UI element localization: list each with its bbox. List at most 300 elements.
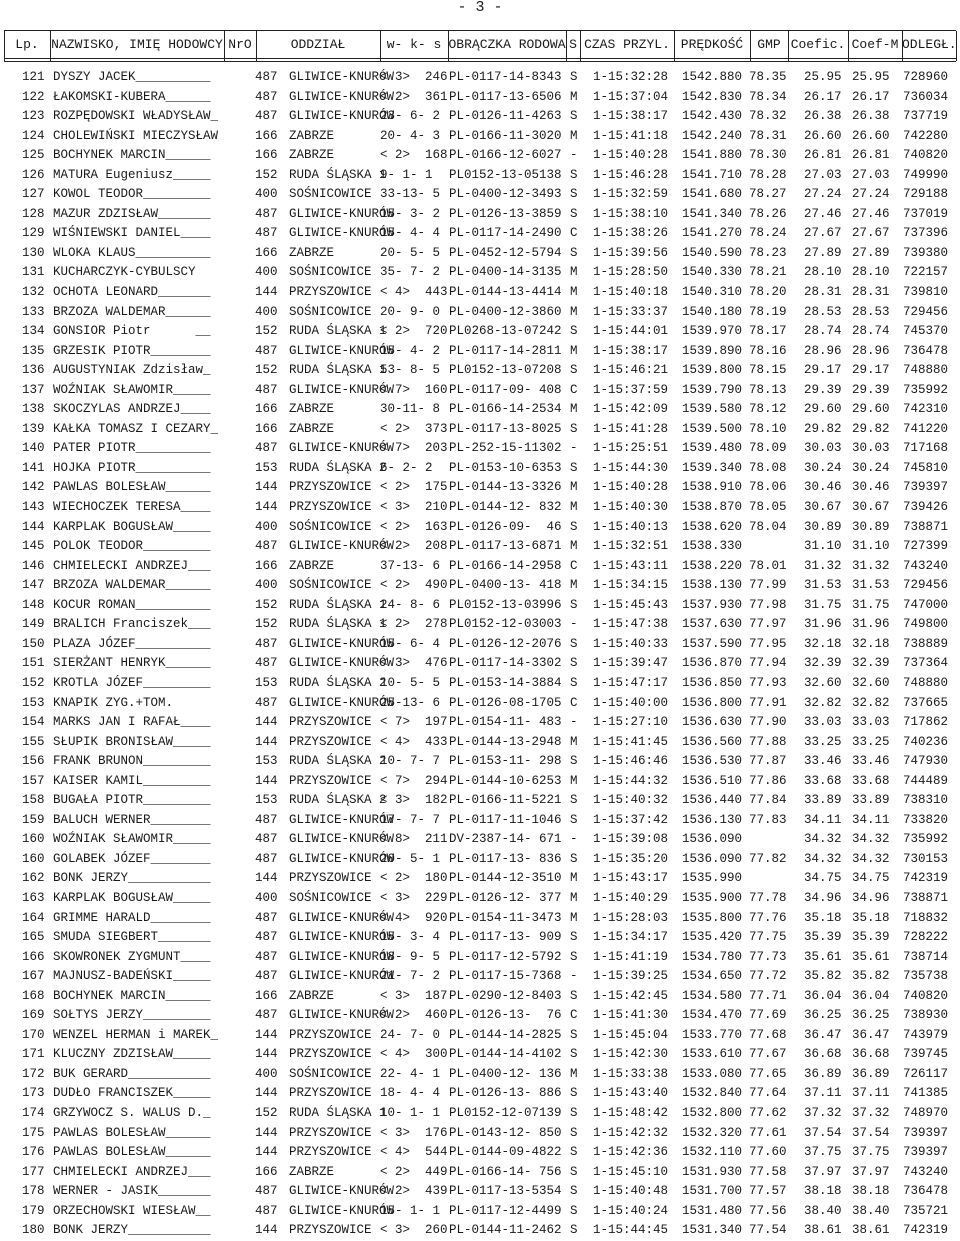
table-row (0, 537, 960, 557)
cell-ring: PL0152-12-07139 (449, 1105, 562, 1120)
cell-sex: S (570, 949, 578, 964)
cell-gmp: 78.32 (749, 109, 787, 124)
cell-name: SIERŻANT HENRYK______ (53, 656, 211, 671)
cell-nro: 166 (255, 148, 278, 163)
cell-lp: 180 (22, 1223, 45, 1238)
cell-nro: 487 (255, 832, 278, 847)
cell-lp: 177 (22, 1164, 45, 1179)
cell-oddzial: RUDA ŚLĄSKA 2 (289, 754, 387, 769)
cell-speed: 1539.800 (682, 363, 743, 378)
cell-gmp: 77.88 (749, 734, 787, 749)
cell-name: GOLABEK JÓZEF________ (53, 851, 211, 866)
cell-name: WIECHOCZEK TERESA____ (53, 500, 211, 515)
cell-nro: 487 (255, 695, 278, 710)
cell-coef: 32.39 (804, 656, 842, 671)
cell-oddzial: GLIWICE-KNURÓW (289, 812, 395, 827)
cell-gmp: 78.13 (749, 382, 787, 397)
cell-time: 1-15:38:26 (593, 226, 669, 241)
cell-oddzial: GLIWICE-KNURÓW (289, 910, 395, 925)
cell-ring: PL-0117-14-3302 (449, 656, 562, 671)
cell-wks: < 2> 720 (380, 324, 448, 339)
cell-oddzial: PRZYSZOWICE (289, 871, 372, 886)
cell-wks: 24- 8- 6 (380, 597, 441, 612)
table-row (0, 694, 960, 714)
cell-gmp: 78.23 (749, 245, 787, 260)
cell-nro: 166 (255, 402, 278, 417)
cell-coef: 28.10 (804, 265, 842, 280)
cell-dist: 748970 (903, 1105, 949, 1120)
cell-sex: M (570, 578, 578, 593)
cell-dist: 743979 (903, 1027, 949, 1042)
cell-nro: 153 (255, 460, 278, 475)
cell-coef: 36.68 (804, 1047, 842, 1062)
table-row (0, 889, 960, 909)
cell-nro: 487 (255, 89, 278, 104)
cell-dist: 745370 (903, 324, 949, 339)
cell-sex: M (570, 89, 578, 104)
cell-sex: M (570, 539, 578, 554)
cell-ring: PL-0290-12-8403 (449, 988, 562, 1003)
cell-wks: < 2> 373 (380, 421, 448, 436)
cell-time: 1-15:47:38 (593, 617, 669, 632)
cell-dist: 726117 (903, 1066, 949, 1081)
cell-oddzial: GLIWICE-KNURÓW (289, 343, 395, 358)
header-divider (50, 31, 51, 61)
cell-lp: 165 (22, 930, 45, 945)
cell-oddzial: ZABRZE (289, 245, 335, 260)
cell-time: 1-15:43:11 (593, 558, 669, 573)
cell-sex: S (570, 1125, 578, 1140)
cell-speed: 1533.770 (682, 1027, 743, 1042)
header-divider (788, 31, 789, 61)
table-row (0, 928, 960, 948)
header-oddzial: ODDZIAŁ (290, 37, 346, 52)
cell-coefm: 26.17 (852, 89, 890, 104)
header-divider (750, 31, 751, 61)
cell-lp: 129 (22, 226, 45, 241)
cell-sex: - (570, 969, 578, 984)
cell-ring: PL-0117-13- 836 (449, 851, 562, 866)
cell-time: 1-15:44:30 (593, 460, 669, 475)
cell-lp: 122 (22, 89, 45, 104)
cell-lp: 156 (22, 754, 45, 769)
cell-coef: 31.10 (804, 539, 842, 554)
cell-wks: 25-13- 6 (380, 695, 441, 710)
cell-name: BONK JERZY___________ (53, 871, 211, 886)
cell-ring: PL-0144-14-4102 (449, 1047, 562, 1062)
cell-coef: 26.60 (804, 128, 842, 143)
cell-gmp: 78.30 (749, 148, 787, 163)
cell-sex: S (570, 1105, 578, 1120)
cell-lp: 157 (22, 773, 45, 788)
cell-sex: M (570, 128, 578, 143)
cell-ring: PL-0117-13-8025 (449, 421, 562, 436)
table-row (0, 987, 960, 1007)
cell-time: 1-15:32:59 (593, 187, 669, 202)
cell-speed: 1536.090 (682, 832, 743, 847)
cell-wks: < 2> 460 (380, 1008, 448, 1023)
cell-speed: 1536.530 (682, 754, 743, 769)
cell-time: 1-15:38:17 (593, 343, 669, 358)
table-row (0, 772, 960, 792)
cell-lp: 168 (22, 988, 45, 1003)
cell-ring: PL-0126-12- 377 (449, 890, 562, 905)
cell-ring: PL-0117-09- 408 (449, 382, 562, 397)
cell-lp: 158 (22, 793, 45, 808)
cell-coefm: 34.32 (852, 832, 890, 847)
cell-time: 1-15:27:10 (593, 715, 669, 730)
cell-oddzial: GLIWICE-KNURÓW (289, 656, 395, 671)
table-row (0, 1182, 960, 1202)
cell-coefm: 33.46 (852, 754, 890, 769)
cell-wks: 18- 4- 4 (380, 1086, 441, 1101)
cell-wks: 24- 7- 0 (380, 1027, 441, 1042)
cell-nro: 144 (255, 1125, 278, 1140)
cell-oddzial: PRZYSZOWICE (289, 715, 372, 730)
cell-lp: 141 (22, 460, 45, 475)
cell-dist: 735738 (903, 969, 949, 984)
cell-name: BRALICH Franciszek___ (53, 617, 211, 632)
cell-oddzial: GLIWICE-KNURÓW (289, 636, 395, 651)
cell-coef: 28.74 (804, 324, 842, 339)
cell-dist: 737719 (903, 109, 949, 124)
cell-lp: 124 (22, 128, 45, 143)
table-row (0, 263, 960, 283)
cell-coef: 35.18 (804, 910, 842, 925)
cell-lp: 166 (22, 949, 45, 964)
cell-name: CHOLEWIŃSKI MIECZYSŁAW (53, 128, 219, 143)
cell-name: BALUCH WERNER________ (53, 812, 211, 827)
cell-oddzial: PRZYSZOWICE (289, 773, 372, 788)
cell-oddzial: PRZYSZOWICE (289, 734, 372, 749)
cell-dist: 739426 (903, 500, 949, 515)
cell-ring: PL-0117-15-7368 (449, 969, 562, 984)
cell-ring: PL-0144-13-3326 (449, 480, 562, 495)
table-row (0, 342, 960, 362)
cell-speed: 1540.310 (682, 285, 743, 300)
cell-wks: < 3> 260 (380, 1223, 448, 1238)
cell-ring: PL-0154-11- 483 (449, 715, 562, 730)
cell-wks: 35- 7- 2 (380, 265, 441, 280)
cell-coef: 27.89 (804, 245, 842, 260)
cell-wks: < 2> 163 (380, 519, 448, 534)
cell-ring: PL-0144-13-4414 (449, 285, 562, 300)
header-ring: OBRĄCZKA RODOWA (448, 37, 566, 52)
cell-ring: PL-0143-12- 850 (449, 1125, 562, 1140)
header-nro: NrO (228, 37, 252, 52)
cell-ring: PL-0117-13-5354 (449, 1184, 562, 1199)
cell-time: 1-15:40:18 (593, 285, 669, 300)
cell-lp: 123 (22, 109, 45, 124)
cell-time: 1-15:43:40 (593, 1086, 669, 1101)
cell-time: 1-15:46:46 (593, 754, 669, 769)
cell-wks: 20- 5- 5 (380, 245, 441, 260)
cell-sex: S (570, 245, 578, 260)
cell-speed: 1540.590 (682, 245, 743, 260)
cell-wks: 15- 3- 4 (380, 930, 441, 945)
header-coef: Coefic. (790, 37, 846, 52)
cell-wks: 53- 8- 5 (380, 363, 441, 378)
cell-speed: 1534.470 (682, 1008, 743, 1023)
cell-ring: PL-0400-12-3860 (449, 304, 562, 319)
cell-dist: 729456 (903, 578, 949, 593)
cell-speed: 1539.580 (682, 402, 743, 417)
cell-time: 1-15:33:37 (593, 304, 669, 319)
cell-coefm: 28.10 (852, 265, 890, 280)
cell-speed: 1542.880 (682, 70, 743, 84)
cell-coef: 36.25 (804, 1008, 842, 1023)
cell-coefm: 38.18 (852, 1184, 890, 1199)
cell-speed: 1536.850 (682, 675, 743, 690)
cell-oddzial: GLIWICE-KNURÓW (289, 949, 395, 964)
cell-ring: PL-0144-11-2462 (449, 1223, 562, 1238)
cell-dist: 742310 (903, 402, 949, 417)
cell-lp: 130 (22, 245, 45, 260)
cell-gmp: 78.31 (749, 128, 787, 143)
cell-lp: 171 (22, 1047, 45, 1062)
cell-ring: PL-0117-13-6871 (449, 539, 562, 554)
cell-oddzial: GLIWICE-KNURÓW (289, 969, 395, 984)
table-header (4, 31, 956, 58)
cell-nro: 152 (255, 1105, 278, 1120)
cell-sex: - (570, 441, 578, 456)
cell-oddzial: PRZYSZOWICE (289, 285, 372, 300)
header-divider (4, 31, 5, 61)
cell-dist: 737019 (903, 206, 949, 221)
table-row (0, 205, 960, 225)
cell-oddzial: GLIWICE-KNURÓW (289, 109, 395, 124)
cell-oddzial: GLIWICE-KNURÓW (289, 89, 395, 104)
cell-nro: 487 (255, 969, 278, 984)
cell-name: HOJKA PIOTR__________ (53, 460, 211, 475)
header-divider (902, 31, 903, 61)
cell-nro: 144 (255, 871, 278, 886)
cell-time: 1-15:40:28 (593, 480, 669, 495)
cell-speed: 1535.420 (682, 930, 743, 945)
cell-lp: 131 (22, 265, 45, 280)
cell-lp: 138 (22, 402, 45, 417)
cell-lp: 144 (22, 519, 45, 534)
cell-time: 1-15:41:18 (593, 128, 669, 143)
cell-speed: 1538.620 (682, 519, 743, 534)
cell-sex: S (570, 1223, 578, 1238)
cell-time: 1-15:39:47 (593, 656, 669, 671)
cell-sex: S (570, 363, 578, 378)
cell-wks: 23- 6- 2 (380, 109, 441, 124)
cell-coef: 37.32 (804, 1105, 842, 1120)
cell-oddzial: ZABRZE (289, 988, 335, 1003)
cell-ring: PL-0400-13- 418 (449, 578, 562, 593)
cell-dist: 740820 (903, 148, 949, 163)
cell-oddzial: SOŚNICOWICE (289, 304, 372, 319)
cell-gmp: 78.21 (749, 265, 787, 280)
cell-speed: 1538.330 (682, 539, 743, 554)
cell-sex: S (570, 109, 578, 124)
cell-oddzial: SOŚNICOWICE (289, 1066, 372, 1081)
cell-nro: 487 (255, 382, 278, 397)
cell-gmp: 78.27 (749, 187, 787, 202)
cell-lp: 121 (22, 70, 45, 84)
cell-speed: 1536.130 (682, 812, 743, 827)
cell-ring: PL-0400-12-3493 (449, 187, 562, 202)
cell-coef: 30.24 (804, 460, 842, 475)
cell-speed: 1534.650 (682, 969, 743, 984)
cell-coefm: 31.32 (852, 558, 890, 573)
cell-name: KOCUR ROMAN__________ (53, 597, 211, 612)
cell-sex: M (570, 480, 578, 495)
cell-name: PAWLAS BOLESŁAW______ (53, 1145, 211, 1160)
cell-oddzial: GLIWICE-KNURÓW (289, 832, 395, 847)
cell-dist: 739397 (903, 1125, 949, 1140)
cell-name: KAŁKA TOMASZ I CEZARY_ (53, 421, 219, 436)
cell-wks: 17- 7- 7 (380, 812, 441, 827)
table-row (0, 909, 960, 929)
cell-wks: < 4> 300 (380, 1047, 448, 1062)
cell-coef: 36.89 (804, 1066, 842, 1081)
table-row (0, 185, 960, 205)
cell-coefm: 30.24 (852, 460, 890, 475)
cell-speed: 1534.580 (682, 988, 743, 1003)
cell-lp: 143 (22, 500, 45, 515)
cell-ring: PL-0452-12-5794 (449, 245, 562, 260)
cell-nro: 487 (255, 851, 278, 866)
cell-time: 1-15:38:17 (593, 109, 669, 124)
cell-sex: S (570, 656, 578, 671)
cell-time: 1-15:44:01 (593, 324, 669, 339)
cell-speed: 1538.220 (682, 558, 743, 573)
cell-sex: S (570, 1086, 578, 1101)
cell-lp: 126 (22, 167, 45, 182)
cell-coef: 33.03 (804, 715, 842, 730)
cell-ring: PL-0126-13- 76 (449, 1008, 562, 1023)
cell-time: 1-15:44:45 (593, 1223, 669, 1238)
cell-ring: PL-0144-12-3510 (449, 871, 562, 886)
table-row (0, 224, 960, 244)
cell-coefm: 30.89 (852, 519, 890, 534)
cell-speed: 1536.800 (682, 695, 743, 710)
table-row (0, 791, 960, 811)
cell-coef: 37.97 (804, 1164, 842, 1179)
cell-sex: C (570, 1008, 578, 1023)
cell-speed: 1539.340 (682, 460, 743, 475)
cell-sex: M (570, 910, 578, 925)
table-row (0, 1221, 960, 1241)
cell-time: 1-15:42:36 (593, 1145, 669, 1160)
cell-gmp: 77.71 (749, 988, 787, 1003)
cell-ring: PL-0126-13- 886 (449, 1086, 562, 1101)
cell-oddzial: ZABRZE (289, 558, 335, 573)
table-row (0, 498, 960, 518)
cell-speed: 1536.560 (682, 734, 743, 749)
cell-dist: 739380 (903, 245, 949, 260)
cell-gmp: 78.04 (749, 519, 787, 534)
cell-oddzial: ZABRZE (289, 128, 335, 143)
cell-name: BRZOZA WALDEMAR______ (53, 578, 211, 593)
cell-ring: DV-2387-14- 671 (449, 832, 562, 847)
table-row (0, 1202, 960, 1222)
cell-wks: < 2> 180 (380, 871, 448, 886)
cell-dist: 717168 (903, 441, 949, 456)
cell-gmp: 78.09 (749, 441, 787, 456)
cell-nro: 166 (255, 558, 278, 573)
table-row (0, 68, 960, 88)
cell-nro: 487 (255, 1008, 278, 1023)
cell-wks: 10- 5- 5 (380, 675, 441, 690)
table-row (0, 674, 960, 694)
cell-coef: 26.38 (804, 109, 842, 124)
cell-time: 1-15:39:08 (593, 832, 669, 847)
cell-sex: S (570, 597, 578, 612)
cell-speed: 1542.830 (682, 89, 743, 104)
cell-coefm: 25.95 (852, 70, 890, 84)
cell-sex: M (570, 500, 578, 515)
table-row (0, 733, 960, 753)
cell-gmp: 77.73 (749, 949, 787, 964)
cell-ring: PL0152-13-07208 (449, 363, 562, 378)
cell-wks: 33-13- 5 (380, 187, 441, 202)
cell-time: 1-15:32:51 (593, 539, 669, 554)
cell-dist: 730153 (903, 851, 949, 866)
cell-time: 1-15:40:30 (593, 500, 669, 515)
cell-speed: 1539.500 (682, 421, 743, 436)
cell-lp: 172 (22, 1066, 45, 1081)
cell-coefm: 33.89 (852, 793, 890, 808)
header-name: NAZWISKO, IMIĘ HODOWCY (51, 37, 223, 52)
cell-oddzial: RUDA ŚLĄSKA 2 (289, 460, 387, 475)
cell-lp: 169 (22, 1008, 45, 1023)
cell-dist: 729188 (903, 187, 949, 202)
cell-name: KAISER KAMIL_________ (53, 773, 211, 788)
header-wks: w- k- s (386, 37, 442, 52)
table-row (0, 1143, 960, 1163)
cell-nro: 400 (255, 890, 278, 905)
cell-wks: < 2> 439 (380, 1184, 448, 1199)
cell-ring: PL-0117-14-2811 (449, 343, 562, 358)
cell-dist: 738310 (903, 793, 949, 808)
cell-name: SOŁTYS JERZY_________ (53, 1008, 211, 1023)
cell-name: MATURA Eugeniusz_____ (53, 167, 211, 182)
cell-speed: 1533.080 (682, 1066, 743, 1081)
cell-dist: 737364 (903, 656, 949, 671)
cell-sex: M (570, 1066, 578, 1081)
header-lp: Lp. (15, 37, 39, 52)
cell-oddzial: PRZYSZOWICE (289, 1223, 372, 1238)
cell-sex: - (570, 832, 578, 847)
cell-oddzial: SOŚNICOWICE (289, 187, 372, 202)
cell-coefm: 36.89 (852, 1066, 890, 1081)
cell-coef: 36.47 (804, 1027, 842, 1042)
cell-oddzial: GLIWICE-KNURÓW (289, 539, 395, 554)
cell-name: WLOKA KLAUS__________ (53, 245, 211, 260)
cell-name: BUK GERARD___________ (53, 1066, 211, 1081)
cell-speed: 1532.110 (682, 1145, 743, 1160)
cell-speed: 1531.700 (682, 1184, 743, 1199)
table-row (0, 283, 960, 303)
cell-lp: 160 (22, 851, 45, 866)
cell-speed: 1540.180 (682, 304, 743, 319)
cell-ring: PL-252-15-11302 (449, 441, 562, 456)
table-row (0, 1026, 960, 1046)
cell-oddzial: RUDA ŚLĄSKA 1 (289, 617, 387, 632)
cell-ring: PL-0166-14-2534 (449, 402, 562, 417)
cell-dist: 738871 (903, 890, 949, 905)
cell-wks: 18- 9- 5 (380, 949, 441, 964)
cell-lp: 136 (22, 363, 45, 378)
cell-lp: 170 (22, 1027, 45, 1042)
cell-speed: 1535.900 (682, 890, 743, 905)
cell-sex: - (570, 148, 578, 163)
cell-time: 1-15:40:48 (593, 1184, 669, 1199)
